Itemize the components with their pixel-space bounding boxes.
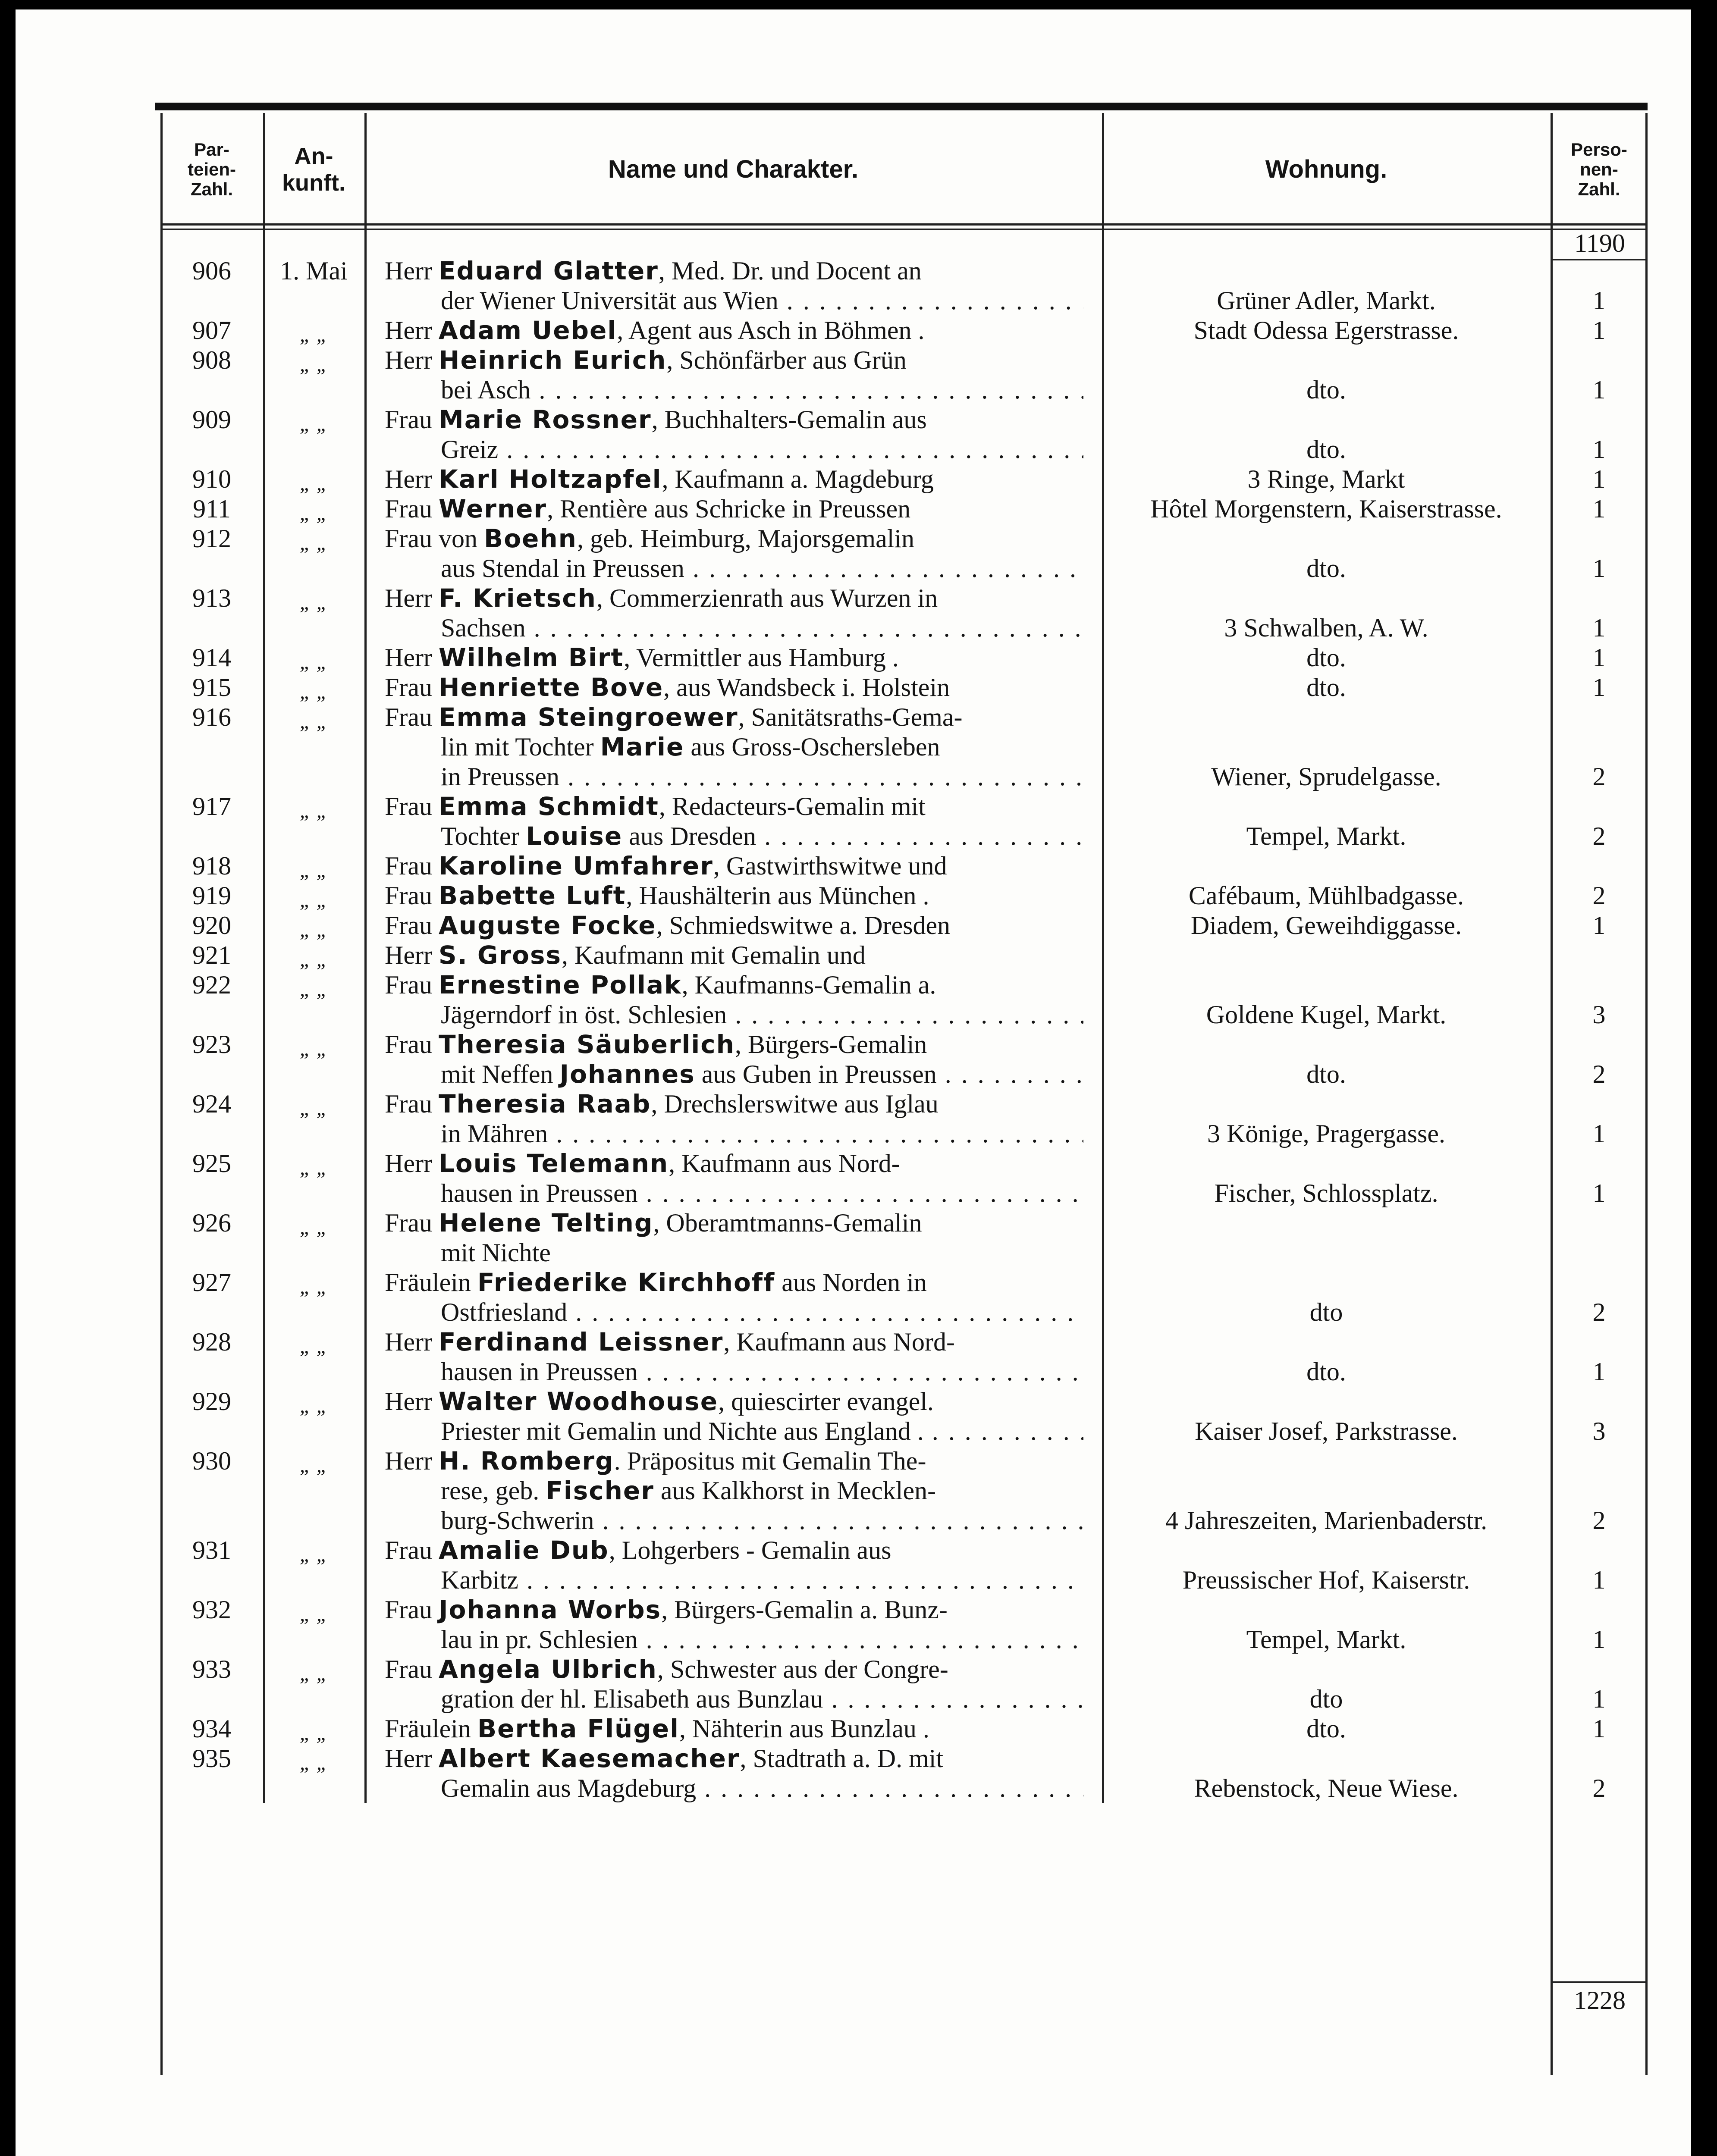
ankunft-date: „ „ xyxy=(299,1156,328,1179)
name-character xyxy=(385,1089,1083,1149)
name-line: Frau Helene Telting, Oberamtmanns-Gemalin xyxy=(385,1208,922,1238)
wohnung: Hôtel Morgenstern, Kaiserstrasse. xyxy=(1150,495,1502,523)
ankunft-date: 1. Mai xyxy=(280,257,348,285)
header-rule xyxy=(160,229,1648,230)
personen-count: 1 xyxy=(1592,614,1606,642)
personen-count: 1 xyxy=(1592,1179,1606,1207)
personen-count: 2 xyxy=(1592,1298,1606,1326)
name-line: bei Asch . . . xyxy=(385,375,1083,405)
ankunft-date: „ „ xyxy=(299,799,328,822)
name-line: Herr S. Gross, Kaufmann mit Gemalin und xyxy=(385,940,866,970)
table-row xyxy=(160,494,1648,524)
wohnung: dto xyxy=(1309,1685,1343,1713)
person-name: F. Krietsch xyxy=(438,583,596,613)
partei-number: 920 xyxy=(192,911,231,940)
table-row xyxy=(160,1030,1648,1089)
name-character xyxy=(385,1744,1083,1803)
ankunft-date: „ „ xyxy=(299,1216,328,1239)
name-line: Frau von Boehn, geb. Heimburg, Majorsgemalin xyxy=(385,524,915,553)
person-name: Babette Luft xyxy=(438,881,626,910)
partei-number: 915 xyxy=(192,673,231,702)
wohnung: 3 Schwalben, A. W. xyxy=(1224,614,1428,642)
wohnung: dto. xyxy=(1306,673,1346,702)
partei-number: 909 xyxy=(192,405,231,434)
person-name: Amalie Dub xyxy=(438,1536,609,1565)
partei-number: 925 xyxy=(192,1149,231,1178)
personen-count: 1 xyxy=(1592,1625,1606,1654)
personen-count: 3 xyxy=(1592,1000,1606,1029)
partei-number: 917 xyxy=(192,792,231,821)
table-row xyxy=(160,1268,1648,1327)
person-name: Wilhelm Birt xyxy=(438,643,624,672)
person-name: Albert Kaesemacher xyxy=(438,1744,740,1773)
ankunft-date: „ „ xyxy=(299,978,328,1001)
person-name: Angela Ulbrich xyxy=(438,1655,657,1684)
table-row xyxy=(160,1149,1648,1208)
name-character xyxy=(385,1655,1083,1714)
person-name: Ferdinand Leissner xyxy=(438,1327,724,1357)
person-name: Louise xyxy=(526,821,623,851)
name-line: Frau Babette Luft, Haushälterin aus München . xyxy=(385,881,929,910)
personen-count: 1 xyxy=(1592,1685,1606,1713)
wohnung: 3 Ringe, Markt xyxy=(1247,465,1405,493)
name-line: Frau Amalie Dub, Lohgerbers - Gemalin aus xyxy=(385,1536,891,1565)
header-name: Name und Charakter. xyxy=(608,155,859,183)
name-line: Tochter Louise aus Dresden . . . xyxy=(385,821,1083,851)
person-name: Auguste Focke xyxy=(438,911,656,940)
personen-count: 1 xyxy=(1592,911,1606,940)
name-line: Frau Angela Ulbrich, Schwester aus der Congre- xyxy=(385,1655,948,1684)
wohnung: Fischer, Schlossplatz. xyxy=(1214,1179,1438,1207)
wohnung: Cafébaum, Mühlbadgasse. xyxy=(1188,881,1464,910)
name-line: Jägerndorf in öst. Schlesien . . . xyxy=(385,1000,1083,1030)
table-row xyxy=(160,1536,1648,1595)
name-line: Frau Henriette Bove, aus Wandsbeck i. Holstein xyxy=(385,673,950,702)
name-line: der Wiener Universität aus Wien . . . xyxy=(385,286,1083,316)
table-row xyxy=(160,911,1648,940)
table-header xyxy=(160,116,1648,222)
partei-number: 910 xyxy=(192,465,231,493)
name-character xyxy=(385,524,1083,583)
name-character xyxy=(385,1149,1083,1208)
name-line: Frau Karoline Umfahrer, Gastwirthswitwe und xyxy=(385,851,947,881)
person-name: Karoline Umfahrer xyxy=(438,851,713,881)
name-line: Karbitz . . . xyxy=(385,1565,1083,1595)
name-character xyxy=(385,1327,1083,1387)
person-name: Heinrich Eurich xyxy=(438,345,667,375)
name-line: aus Stendal in Preussen . . . xyxy=(385,554,1083,583)
name-line: Priester mit Gemalin und Nichte aus England . . . . xyxy=(385,1416,1083,1446)
name-character xyxy=(385,583,1083,643)
name-line: lau in pr. Schlesien . . . xyxy=(385,1625,1083,1655)
name-line: lin mit Tochter Marie aus Gross-Oschersleben xyxy=(441,732,940,761)
name-line: Herr Wilhelm Birt, Vermittler aus Hamburg . xyxy=(385,643,899,672)
partei-number: 913 xyxy=(192,584,231,612)
ankunft-date: „ „ xyxy=(299,1543,328,1566)
person-name: H. Romberg xyxy=(438,1446,614,1476)
person-name: Adam Uebel xyxy=(438,316,617,345)
ankunft-date: „ „ xyxy=(299,1603,328,1626)
name-character xyxy=(385,911,1083,940)
wohnung: Goldene Kugel, Markt. xyxy=(1206,1000,1447,1029)
name-line: in Preussen . . . xyxy=(385,762,1083,792)
person-name: S. Gross xyxy=(438,940,562,970)
partei-number: 922 xyxy=(192,971,231,999)
name-character xyxy=(385,970,1083,1030)
table-row xyxy=(160,702,1648,792)
person-name: Karl Holtzapfel xyxy=(438,464,662,494)
wohnung: dto. xyxy=(1306,554,1346,583)
person-name: Theresia Raab xyxy=(438,1089,651,1119)
name-character xyxy=(385,345,1083,405)
table-row xyxy=(160,1208,1648,1268)
person-name: Friederike Kirchhoff xyxy=(477,1268,775,1297)
wohnung: Kaiser Josef, Parkstrasse. xyxy=(1195,1417,1458,1445)
name-character xyxy=(385,1208,1083,1268)
person-name: Johannes xyxy=(559,1059,695,1089)
personen-count: 1 xyxy=(1592,376,1606,404)
ankunft-date: „ „ xyxy=(299,413,328,436)
name-line: Frau Emma Steingroewer, Sanitätsraths-Gema- xyxy=(385,702,963,732)
ankunft-date: „ „ xyxy=(299,948,328,971)
personen-count: 1 xyxy=(1592,673,1606,702)
personen-count: 1 xyxy=(1592,554,1606,583)
personen-count: 1 xyxy=(1592,1714,1606,1743)
table-row xyxy=(160,792,1648,851)
table-row xyxy=(160,673,1648,702)
name-line: Herr Ferdinand Leissner, Kaufmann aus Nord- xyxy=(385,1327,955,1357)
person-name: Werner xyxy=(438,494,547,523)
partei-number: 907 xyxy=(192,316,231,345)
personen-count: 2 xyxy=(1592,762,1606,791)
wohnung: dto. xyxy=(1306,643,1346,672)
table-row xyxy=(160,256,1648,316)
partei-number: 930 xyxy=(192,1447,231,1475)
name-line: Frau Auguste Focke, Schmiedswitwe a. Dresden xyxy=(385,911,951,940)
name-character xyxy=(385,702,1083,792)
name-line: Herr Walter Woodhouse, quiescirter evangel. xyxy=(385,1387,934,1416)
entries-list xyxy=(160,256,1648,1803)
ankunft-date: „ „ xyxy=(299,1662,328,1685)
ankunft-date: „ „ xyxy=(299,353,328,376)
name-line: Herr Eduard Glatter, Med. Dr. und Docent an xyxy=(385,256,922,285)
partei-number: 935 xyxy=(192,1744,231,1773)
wohnung: Stadt Odessa Egerstrasse. xyxy=(1193,316,1459,345)
person-name: Fischer xyxy=(546,1476,654,1505)
ankunft-date: „ „ xyxy=(299,323,328,346)
name-line: rese, geb. Fischer aus Kalkhorst in Mecklen- xyxy=(441,1476,936,1505)
partei-number: 918 xyxy=(192,852,231,880)
name-line: hausen in Preussen . . . xyxy=(385,1357,1083,1387)
name-line: in Mähren . . . xyxy=(385,1119,1083,1149)
partei-number: 911 xyxy=(193,495,231,523)
personen-count: 3 xyxy=(1592,1417,1606,1445)
partei-number: 912 xyxy=(192,524,231,553)
name-character xyxy=(385,673,1083,702)
name-line: Gemalin aus Magdeburg . . . xyxy=(385,1774,1083,1803)
scan-edge-left xyxy=(0,0,16,2156)
ankunft-date: „ „ xyxy=(299,1752,328,1774)
name-character xyxy=(385,494,1083,524)
personen-count: 2 xyxy=(1592,1060,1606,1088)
ankunft-date: „ „ xyxy=(299,1335,328,1358)
table-row xyxy=(160,405,1648,464)
person-name: Walter Woodhouse xyxy=(438,1387,719,1416)
ankunft-date: „ „ xyxy=(299,710,328,733)
personen-count: 1 xyxy=(1592,435,1606,464)
table-row xyxy=(160,643,1648,673)
partei-number: 923 xyxy=(192,1030,231,1059)
partei-number: 929 xyxy=(192,1387,231,1416)
person-name: Theresia Säuberlich xyxy=(438,1030,735,1059)
ankunft-date: „ „ xyxy=(299,1395,328,1417)
name-character xyxy=(385,316,1083,345)
ankunft-date: „ „ xyxy=(299,859,328,882)
name-line: mit Nichte xyxy=(441,1238,551,1267)
ankunft-date: „ „ xyxy=(299,1275,328,1298)
name-line: Greiz . . . xyxy=(385,435,1083,464)
header-rule xyxy=(160,223,1648,226)
table-row xyxy=(160,1744,1648,1803)
name-line: Fräulein Bertha Flügel, Nähterin aus Bunzlau . xyxy=(385,1714,929,1743)
name-line: Frau Theresia Raab, Drechslerswitwe aus Iglau xyxy=(385,1089,939,1119)
name-character xyxy=(385,1030,1083,1089)
name-line: Herr F. Krietsch, Commerzienrath aus Wurzen in xyxy=(385,583,938,613)
name-line: Herr Adam Uebel, Agent aus Asch in Böhmen . xyxy=(385,316,925,345)
table-row xyxy=(160,1089,1648,1149)
wohnung: dto. xyxy=(1306,376,1346,404)
ankunft-date: „ „ xyxy=(299,680,328,703)
wohnung: dto. xyxy=(1306,1714,1346,1743)
table-row xyxy=(160,583,1648,643)
person-name: Marie Rossner xyxy=(438,405,652,434)
name-character xyxy=(385,405,1083,464)
name-character xyxy=(385,851,1083,881)
name-line: Frau Theresia Säuberlich, Bürgers-Gemalin xyxy=(385,1030,927,1059)
partei-number: 926 xyxy=(192,1209,231,1237)
partei-number: 932 xyxy=(192,1595,231,1624)
person-name: Helene Telting xyxy=(438,1208,653,1238)
personen-count: 2 xyxy=(1592,1774,1606,1802)
personen-count: 1 xyxy=(1592,316,1606,345)
name-line: Herr Karl Holtzapfel, Kaufmann a. Magdeburg xyxy=(385,464,934,494)
ankunft-date: „ „ xyxy=(299,532,328,555)
personen-count: 1 xyxy=(1592,286,1606,315)
personen-count: 1 xyxy=(1592,1566,1606,1594)
table-row xyxy=(160,851,1648,881)
partei-number: 919 xyxy=(192,881,231,910)
name-character xyxy=(385,1536,1083,1595)
ankunft-date: „ „ xyxy=(299,889,328,912)
personen-count: 1 xyxy=(1592,1357,1606,1386)
name-line: Herr Louis Telemann, Kaufmann aus Nord- xyxy=(385,1149,900,1178)
name-line: Herr H. Romberg. Präpositus mit Gemalin The- xyxy=(385,1446,926,1476)
table-row xyxy=(160,464,1648,494)
name-character xyxy=(385,1387,1083,1446)
name-line: Ostfriesland . . . xyxy=(385,1297,1083,1327)
name-line: gration der hl. Elisabeth aus Bunzlau . . . xyxy=(385,1684,1083,1714)
partei-number: 928 xyxy=(192,1328,231,1356)
name-line: burg-Schwerin . . . xyxy=(385,1506,1083,1536)
person-name: Henriette Bove xyxy=(438,673,664,702)
person-name: Marie xyxy=(600,732,684,761)
partei-number: 914 xyxy=(192,643,231,672)
person-name: Eduard Glatter xyxy=(438,256,659,285)
partei-number: 906 xyxy=(192,257,231,285)
wohnung: Preussischer Hof, Kaiserstr. xyxy=(1182,1566,1470,1594)
ankunft-date: „ „ xyxy=(299,1097,328,1120)
table-top xyxy=(155,103,1648,113)
wohnung: Grüner Adler, Markt. xyxy=(1217,286,1436,315)
name-character xyxy=(385,1595,1083,1655)
personen-count: 2 xyxy=(1592,822,1606,850)
partei-number: 931 xyxy=(192,1536,231,1564)
person-name: Emma Schmidt xyxy=(438,792,659,821)
name-character xyxy=(385,881,1083,911)
partei-number: 934 xyxy=(192,1714,231,1743)
table-row xyxy=(160,1446,1648,1536)
wohnung: Diadem, Geweihdiggasse. xyxy=(1190,911,1462,940)
name-line: Sachsen . . . xyxy=(385,613,1083,643)
person-name: Ernestine Pollak xyxy=(438,970,682,1000)
name-character xyxy=(385,940,1083,970)
ankunft-date: „ „ xyxy=(299,472,328,495)
table-row xyxy=(160,316,1648,345)
partei-number: 908 xyxy=(192,346,231,374)
person-name: Emma Steingroewer xyxy=(438,702,738,732)
wohnung: Tempel, Markt. xyxy=(1246,822,1406,850)
name-line: mit Neffen Johannes aus Guben in Preussen . . . xyxy=(385,1059,1083,1089)
ankunft-date: „ „ xyxy=(299,918,328,941)
name-line: Fräulein Friederike Kirchhoff aus Norden in xyxy=(385,1268,927,1297)
name-line: hausen in Preussen . . . xyxy=(385,1178,1083,1208)
name-character xyxy=(385,643,1083,673)
personen-count: 1 xyxy=(1592,495,1606,523)
table-row xyxy=(160,1387,1648,1446)
wohnung: dto. xyxy=(1306,435,1346,464)
name-character xyxy=(385,256,1083,316)
name-line: Herr Heinrich Eurich, Schönfärber aus Grün xyxy=(385,345,907,375)
header-wohnung: Wohnung. xyxy=(1265,155,1387,183)
personen-count: 2 xyxy=(1592,1506,1606,1535)
carry-over-top: 1190 xyxy=(1552,229,1648,260)
ankunft-date: „ „ xyxy=(299,591,328,614)
wohnung: dto. xyxy=(1306,1357,1346,1386)
table-row xyxy=(160,1327,1648,1387)
partei-number: 924 xyxy=(192,1090,231,1118)
personen-count: 1 xyxy=(1592,1119,1606,1148)
wohnung: Rebenstock, Neue Wiese. xyxy=(1194,1774,1459,1802)
table-row xyxy=(160,345,1648,405)
table-row xyxy=(160,1595,1648,1655)
carry-over-bottom: 1228 xyxy=(1552,1981,1648,2015)
name-line: Frau Johanna Worbs, Bürgers-Gemalin a. Bunz- xyxy=(385,1595,948,1624)
top-rule xyxy=(155,103,1648,110)
ankunft-date: „ „ xyxy=(299,502,328,525)
wohnung: 3 Könige, Pragergasse. xyxy=(1207,1119,1446,1148)
header-partei: Par- teien- Zahl. xyxy=(187,139,236,199)
person-name: Johanna Worbs xyxy=(438,1595,662,1624)
ankunft-date: „ „ xyxy=(299,651,328,674)
name-character xyxy=(385,464,1083,494)
partei-number: 933 xyxy=(192,1655,231,1683)
scan-edge-top xyxy=(0,0,1717,9)
table-row xyxy=(160,970,1648,1030)
header-ankunft: An- kunft. xyxy=(282,143,345,196)
header-personen: Perso- nen- Zahl. xyxy=(1571,139,1627,199)
wohnung: dto. xyxy=(1306,1060,1346,1088)
name-character xyxy=(385,1714,1083,1744)
wohnung: dto xyxy=(1309,1298,1343,1326)
table-row xyxy=(160,524,1648,583)
name-character xyxy=(385,1268,1083,1327)
partei-number: 921 xyxy=(192,941,231,969)
partei-number: 927 xyxy=(192,1268,231,1297)
wohnung: Tempel, Markt. xyxy=(1246,1625,1406,1654)
table-row xyxy=(160,1714,1648,1744)
table-row xyxy=(160,1655,1648,1714)
name-line: Herr Albert Kaesemacher, Stadtrath a. D. mit xyxy=(385,1744,944,1773)
name-line: Frau Emma Schmidt, Redacteurs-Gemalin mit xyxy=(385,792,926,821)
partei-number: 916 xyxy=(192,703,231,731)
name-line: Frau Marie Rossner, Buchhalters-Gemalin aus xyxy=(385,405,927,434)
table-row xyxy=(160,940,1648,970)
ankunft-date: „ „ xyxy=(299,1037,328,1060)
name-character xyxy=(385,792,1083,851)
ankunft-date: „ „ xyxy=(299,1722,328,1745)
personen-count: 2 xyxy=(1592,881,1606,910)
name-character xyxy=(385,1446,1083,1536)
personen-count: 1 xyxy=(1592,465,1606,493)
personen-count: 1 xyxy=(1592,643,1606,672)
scan-edge-right xyxy=(1691,0,1717,2156)
wohnung: Wiener, Sprudelgasse. xyxy=(1211,762,1441,791)
person-name: Louis Telemann xyxy=(438,1149,669,1178)
person-name: Boehn xyxy=(483,524,577,553)
person-name: Bertha Flügel xyxy=(477,1714,679,1743)
name-line: Frau Ernestine Pollak, Kaufmanns-Gemalin a. xyxy=(385,970,936,1000)
ankunft-date: „ „ xyxy=(299,1454,328,1477)
table-row xyxy=(160,881,1648,911)
name-line: Frau Werner, Rentière aus Schricke in Preussen xyxy=(385,494,911,523)
wohnung: 4 Jahreszeiten, Marienbaderstr. xyxy=(1165,1506,1488,1535)
